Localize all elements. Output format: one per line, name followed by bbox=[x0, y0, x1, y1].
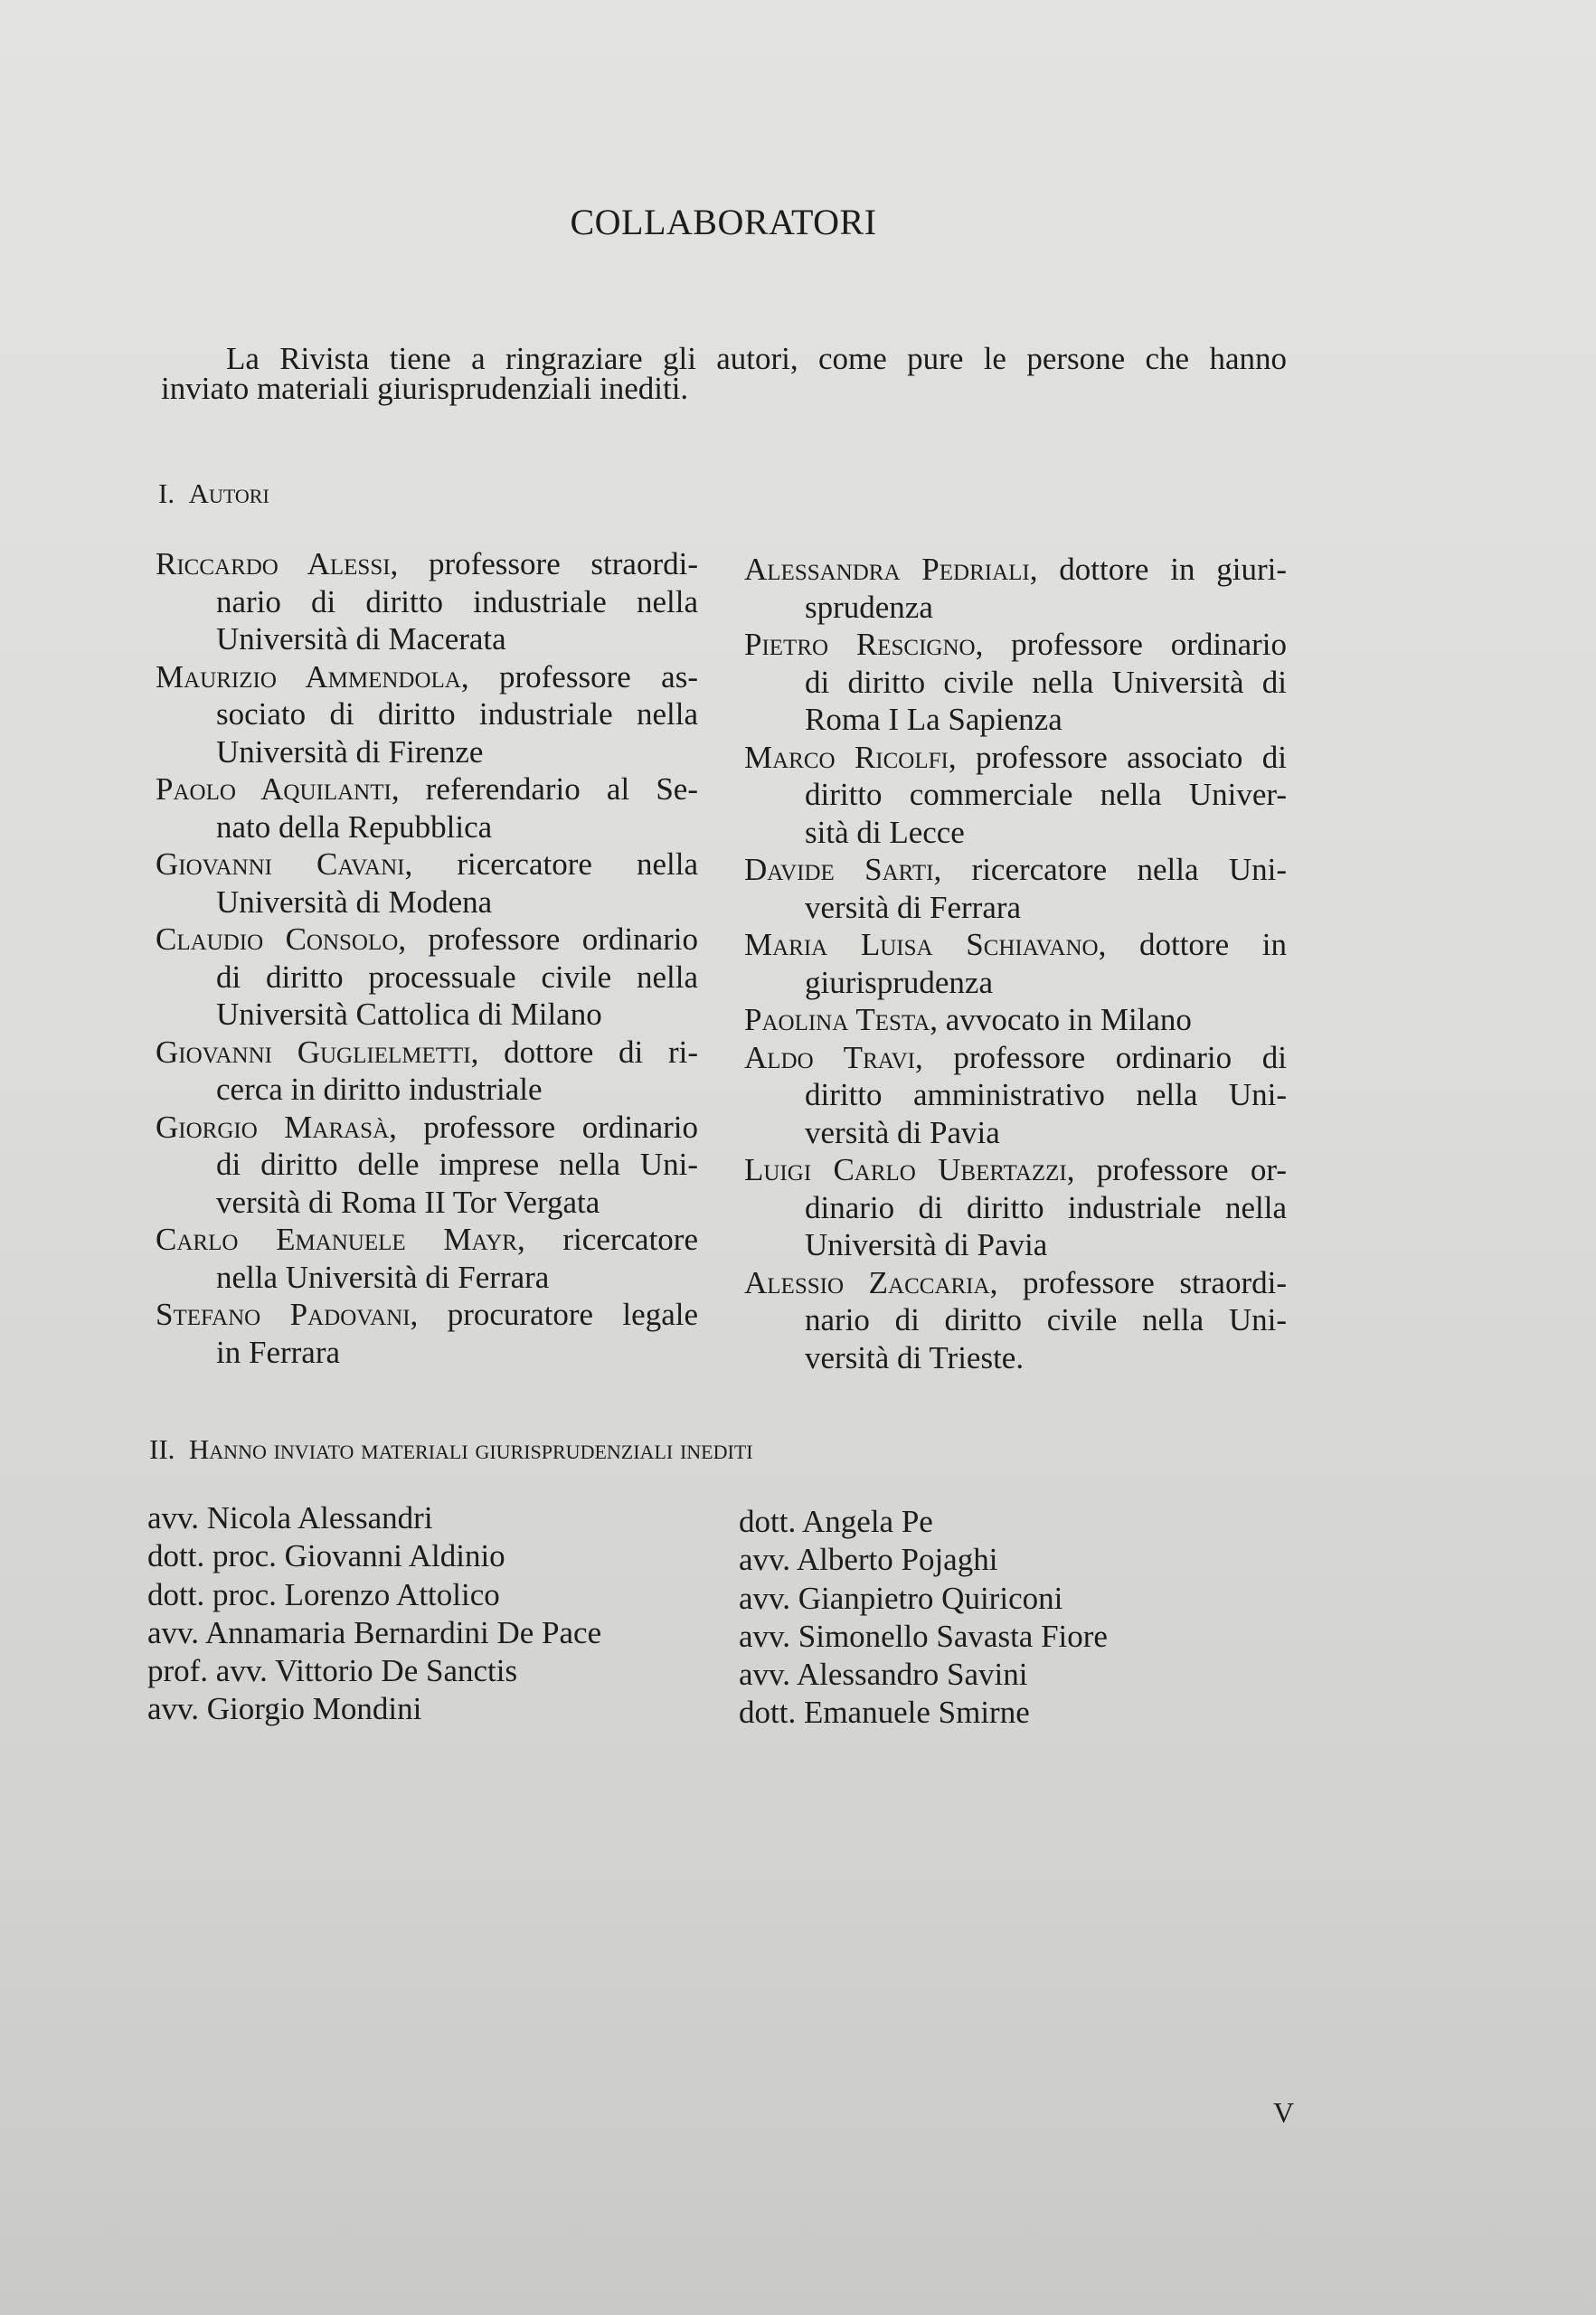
author-role: , dottore in giuri- bbox=[1029, 552, 1287, 587]
author-role: , professore straordi- bbox=[390, 546, 698, 581]
author-entry-line bbox=[156, 545, 698, 583]
author-entry-line bbox=[744, 1039, 1287, 1077]
contributor-item: dott. proc. Giovanni Aldinio bbox=[147, 1538, 505, 1574]
author-entry bbox=[156, 770, 698, 846]
author-role: , professore ordinario di bbox=[914, 1039, 1287, 1075]
author-name: Carlo Emanuele Mayr bbox=[156, 1222, 517, 1257]
author-name: Alessio Zaccaria bbox=[744, 1264, 990, 1300]
author-entry-line: versità di Trieste. bbox=[805, 1339, 1025, 1375]
contributor-item: dott. Angela Pe bbox=[739, 1504, 933, 1539]
author-entry-line bbox=[744, 551, 1287, 589]
author-name: Alessandra Pedriali bbox=[744, 552, 1030, 587]
author-role: , procuratore legale bbox=[410, 1297, 698, 1332]
author-entry-line: Università di Modena bbox=[216, 883, 493, 920]
author-entry-line: versità di Ferrara bbox=[805, 889, 1022, 925]
author-name: Giovanni Guglielmetti bbox=[156, 1034, 471, 1070]
author-role: , ricercatore nella Uni- bbox=[933, 852, 1287, 887]
author-entry-line: Università di Macerata bbox=[216, 621, 506, 657]
author-name: Giovanni Cavani bbox=[156, 846, 405, 882]
author-entry-line: Università di Firenze bbox=[216, 733, 484, 770]
author-role: , professore as- bbox=[460, 658, 698, 694]
author-role: , professore or- bbox=[1066, 1152, 1288, 1187]
author-entry-line bbox=[744, 1264, 1287, 1302]
contributor-item: avv. Alberto Pojaghi bbox=[739, 1542, 998, 1578]
author-role: , professore ordinario bbox=[398, 921, 698, 957]
contributors-left-column bbox=[147, 1499, 601, 1729]
author-entry bbox=[744, 1264, 1287, 1377]
section-label: Hanno inviato materiali giurisprudenziali inediti bbox=[188, 1433, 753, 1465]
author-role: , professore straordi- bbox=[989, 1264, 1287, 1300]
author-entry-line: in Ferrara bbox=[216, 1334, 341, 1370]
intro-line: La Rivista tiene a ringraziare gli autori, come pure le persone che hanno bbox=[226, 341, 1287, 376]
contributor-item: avv. Gianpietro Quiriconi bbox=[739, 1580, 1063, 1616]
section-number: I. bbox=[158, 477, 175, 509]
author-entry-line bbox=[744, 851, 1287, 889]
section-number: II. bbox=[149, 1433, 175, 1465]
author-name: Marco Ricolfi bbox=[744, 739, 949, 775]
author-name: Luigi Carlo Ubertazzi bbox=[744, 1152, 1067, 1187]
author-entry bbox=[156, 1109, 698, 1222]
contributor-item: avv. Annamaria Bernardini De Pace bbox=[147, 1614, 602, 1650]
intro-line: inviato materiali giurisprudenziali inediti. bbox=[161, 371, 689, 406]
author-role: , ricercatore nella bbox=[404, 846, 699, 882]
author-entry bbox=[156, 846, 698, 921]
author-entry bbox=[744, 851, 1287, 926]
author-role: , avvocato in Milano bbox=[930, 1002, 1192, 1037]
contributor-item: avv. Simonello Savasta Fiore bbox=[739, 1618, 1108, 1654]
contributor-item: avv. Alessandro Savini bbox=[739, 1657, 1028, 1693]
author-entry-line bbox=[156, 1109, 698, 1147]
author-role: , professore ordinario bbox=[975, 627, 1287, 662]
author-entry bbox=[744, 1001, 1287, 1039]
author-name: Stefano Padovani bbox=[156, 1297, 411, 1332]
intro-paragraph bbox=[161, 341, 1287, 406]
author-entry-line: Università di Pavia bbox=[805, 1227, 1048, 1262]
author-role: , professore associato di bbox=[948, 739, 1288, 775]
author-entry-line: nella Università di Ferrara bbox=[216, 1259, 550, 1295]
author-entry-line bbox=[744, 739, 1287, 777]
author-entry-line: di diritto civile nella Università di bbox=[805, 664, 1287, 700]
author-entry-line bbox=[744, 926, 1287, 964]
author-name: Paolo Aquilanti bbox=[156, 771, 392, 807]
author-entry-line: di diritto processuale civile nella bbox=[216, 959, 698, 995]
author-entry-line: dinario di diritto industriale nella bbox=[805, 1189, 1287, 1225]
author-entry-line: sociato di diritto industriale nella bbox=[216, 696, 698, 732]
contributor-item: dott. Emanuele Smirne bbox=[739, 1695, 1030, 1731]
author-entry-line: di diritto delle imprese nella Uni- bbox=[216, 1147, 698, 1182]
author-name: Riccardo Alessi bbox=[156, 546, 391, 581]
authors-left-column bbox=[156, 545, 698, 1371]
author-name: Pietro Rescigno bbox=[744, 627, 976, 662]
author-entry-line bbox=[156, 921, 698, 959]
author-name: Davide Sarti bbox=[744, 852, 934, 887]
author-entry bbox=[744, 926, 1287, 1001]
author-entry-line: diritto amministrativo nella Uni- bbox=[805, 1077, 1287, 1112]
author-entry bbox=[156, 1221, 698, 1296]
author-entry-line bbox=[156, 1221, 698, 1259]
page-number: V bbox=[1273, 2096, 1295, 2129]
author-entry-line bbox=[156, 770, 698, 808]
author-entry-line bbox=[744, 1151, 1287, 1189]
author-entry bbox=[156, 1034, 698, 1109]
author-entry-line bbox=[744, 1001, 1287, 1039]
author-entry-line bbox=[156, 1034, 698, 1072]
section-heading-authors bbox=[158, 477, 269, 510]
author-role: , referendario al Se- bbox=[391, 771, 698, 807]
author-entry-line: nato della Repubblica bbox=[216, 808, 493, 845]
author-entry-line bbox=[156, 1296, 698, 1334]
author-entry-line: sità di Lecce bbox=[805, 814, 965, 850]
author-name: Paolina Testa bbox=[744, 1002, 930, 1037]
author-entry-line: versità di Roma II Tor Vergata bbox=[216, 1184, 600, 1220]
author-entry-line: sprudenza bbox=[805, 589, 933, 625]
author-entry bbox=[156, 1296, 698, 1371]
contributor-item: prof. avv. Vittorio De Sanctis bbox=[147, 1653, 518, 1689]
section-label: Autori bbox=[188, 477, 269, 509]
author-entry bbox=[744, 1039, 1287, 1152]
section-heading-contributors bbox=[149, 1433, 753, 1466]
authors-right-column bbox=[744, 551, 1287, 1376]
contributor-item: avv. Nicola Alessandri bbox=[147, 1500, 433, 1535]
author-entry-line bbox=[744, 626, 1287, 664]
contributor-item: avv. Giorgio Mondini bbox=[147, 1691, 422, 1727]
author-name: Maurizio Ammendola bbox=[156, 658, 461, 694]
author-role: , dottore in bbox=[1098, 927, 1287, 962]
author-entry bbox=[744, 739, 1287, 852]
contributor-item: dott. proc. Lorenzo Attolico bbox=[147, 1576, 500, 1612]
author-entry-line: Università Cattolica di Milano bbox=[216, 997, 602, 1032]
author-entry-line: diritto commerciale nella Univer- bbox=[805, 777, 1287, 812]
author-entry-line: versità di Pavia bbox=[805, 1114, 1000, 1150]
author-name: Maria Luisa Schiavano bbox=[744, 927, 1099, 962]
author-name: Aldo Travi bbox=[744, 1039, 915, 1075]
author-entry-line bbox=[156, 846, 698, 883]
author-role: , dottore di ri- bbox=[470, 1034, 698, 1070]
author-name: Giorgio Marasà bbox=[156, 1109, 390, 1145]
author-entry-line: nario di diritto civile nella Uni- bbox=[805, 1302, 1287, 1337]
author-entry bbox=[156, 658, 698, 771]
contributors-right-column bbox=[739, 1503, 1108, 1733]
author-entry-line: Roma I La Sapienza bbox=[805, 702, 1062, 737]
author-entry-line: cerca in diritto industriale bbox=[216, 1072, 543, 1107]
author-entry bbox=[156, 921, 698, 1034]
author-role: , ricercatore bbox=[516, 1222, 698, 1257]
page-title: COLLABORATORI bbox=[570, 202, 877, 242]
author-entry bbox=[744, 1151, 1287, 1264]
author-entry-line bbox=[156, 658, 698, 696]
author-entry-line: giurisprudenza bbox=[805, 964, 993, 1000]
author-entry bbox=[744, 626, 1287, 739]
author-entry bbox=[744, 551, 1287, 626]
author-name: Claudio Consolo bbox=[156, 921, 399, 957]
author-entry bbox=[156, 545, 698, 658]
author-entry-line: nario di diritto industriale nella bbox=[216, 583, 698, 619]
author-role: , professore ordinario bbox=[389, 1109, 698, 1145]
